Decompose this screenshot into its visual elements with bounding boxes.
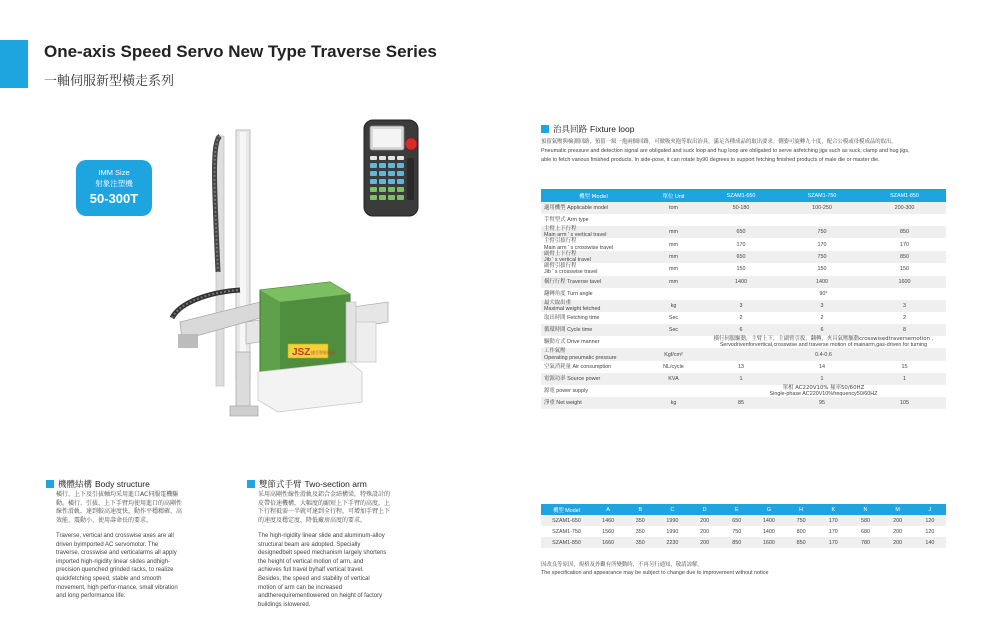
spec-row [541, 385, 946, 397]
spec-label-en: Arm type [567, 216, 589, 223]
dims-cell: SZAM1-650 [541, 515, 592, 526]
text-line: precision quenched grinded racks, to realize [56, 567, 174, 574]
text-line: andtherequirementlowered on height of factory [258, 593, 383, 600]
dims-row [541, 515, 946, 526]
text-line: Traverse, vertical and crosswise axes are all [56, 533, 174, 539]
dims-header-cell: J [914, 504, 946, 515]
spec-unit-cell: kg [646, 397, 701, 409]
text-line: 的速度及穩定度，降低廠房高度的要求。 [258, 516, 367, 524]
spec-value-cell: 2 [863, 312, 946, 324]
spec-label-en: Cycle time [567, 326, 593, 333]
body-structure-text-zh [56, 491, 236, 525]
spec-unit-cell: mm [646, 263, 701, 275]
teach-pendant-illustration [360, 118, 426, 218]
spec-value-cell: 170 [863, 238, 946, 250]
dims-cell: 1460 [592, 515, 624, 526]
text-line: Besides, the speed and stability of vertical [258, 575, 370, 582]
dims-cell: 350 [624, 537, 656, 548]
dims-cell: 650 [721, 515, 753, 526]
spec-value-cell: 3 [863, 300, 946, 312]
dims-row [541, 537, 946, 548]
dims-cell: 780 [849, 537, 881, 548]
spec-value-cell: 3 [701, 300, 781, 312]
spec-value-cell: 1400 [701, 276, 781, 288]
text-line: and long performance life. [56, 593, 126, 600]
spec-row [541, 373, 946, 385]
dims-header-row [541, 504, 946, 515]
text-line: 線性滑軌，達到較高速度快，動作平穩精確、高 [56, 508, 183, 516]
spec-value-cell: 1 [863, 373, 946, 385]
dims-cell: 200 [882, 537, 914, 548]
spec-unit-cell: mm [646, 226, 701, 238]
spec-value-cell: 50-180 [701, 202, 781, 214]
spec-value-cell: 850 [863, 226, 946, 238]
spec-label-en: Maximal weight fetched [544, 305, 601, 312]
spec-label-en: Turn angle [567, 290, 593, 297]
text-line: motion of arm can be increased [258, 584, 343, 591]
spec-label-en: Net weight [556, 400, 582, 407]
spec-value-cell: 85 [701, 397, 781, 409]
dims-cell: 200 [882, 515, 914, 526]
dims-cell: 120 [914, 515, 946, 526]
dims-header-cell: A [592, 504, 624, 515]
spec-label-zh: 翻轉角度 [544, 290, 566, 297]
body-structure-heading-zh: 機體結構 [58, 480, 93, 490]
spec-label-cell [541, 226, 646, 238]
spec-label-zh: 主臂上下行程 [544, 226, 577, 232]
spec-value-cell: 100-250 [781, 202, 863, 214]
two-section-arm-heading [247, 478, 367, 490]
spec-label-zh: 驅動方式 [544, 339, 566, 346]
spec-label-en: power supply [556, 387, 589, 394]
spec-label-cell [541, 397, 646, 409]
dims-cell: 1600 [753, 537, 785, 548]
spec-value-cell: 8 [863, 324, 946, 336]
spec-value-cell: 1 [781, 373, 863, 385]
spec-label-en: Source power [567, 375, 601, 382]
two-section-text-en [258, 532, 458, 609]
spec-unit-cell: mm [646, 276, 701, 288]
text-line: 下行程祗需一半就可達到全行程，可增加手臂上下 [258, 508, 391, 516]
body-structure-heading-en: Body structure [95, 479, 150, 489]
fixture-text-en-1: Pneumatic pressure and detection signal are obligated and suck loop and hug loop are obligated to serve asfetching jigs such as suck, clamp and hug jigs, [541, 148, 910, 154]
spec-header-cell: SZAM1-650 [701, 189, 781, 202]
spec-row [541, 251, 946, 263]
spec-unit-cell: mm [646, 251, 701, 263]
spec-value-cell: 2 [781, 312, 863, 324]
spec-row [541, 336, 946, 348]
imm-size-badge [76, 160, 152, 216]
fixture-heading-en: Fixture loop [590, 124, 635, 134]
fixture-text-en-2: able to fetch various finished products. In side-pose, it can rotate by90 degrees to support fetching finished products of male die or master die. [541, 157, 880, 163]
text-line: 效能、震動小、使用壽命長的要求。 [56, 516, 153, 524]
spec-row [541, 276, 946, 288]
text-line: the height of vertical motion of arm, and [258, 558, 364, 565]
spec-value-cell [781, 214, 863, 226]
dims-cell: 170 [817, 526, 849, 537]
dims-cell: 1990 [656, 515, 688, 526]
spec-row [541, 214, 946, 226]
spec-label-en: Drive manner [567, 339, 600, 346]
spec-label-zh: 取出時間 [544, 314, 566, 321]
section-marker [247, 480, 255, 488]
spec-value-cell: 6 [781, 324, 863, 336]
fixture-heading-zh: 治具回路 [553, 125, 588, 135]
spec-label-zh: 副臂上下行程 [544, 250, 577, 257]
dims-cell: 2230 [656, 537, 688, 548]
dims-cell: SZAM1-750 [541, 526, 592, 537]
spec-merged-cell: 0.4-0.6 [701, 348, 946, 360]
spec-value-cell: 105 [863, 397, 946, 409]
spec-label-zh: 源電 [544, 387, 555, 394]
spec-merged-cell [701, 385, 946, 397]
spec-label-cell [541, 251, 646, 263]
spec-unit-cell [646, 336, 701, 348]
text-line: quickfetching speed, stable and smooth [56, 575, 162, 582]
dims-cell: 1400 [753, 526, 785, 537]
text-line: achieves full travel byhalf vertical travel. [258, 567, 364, 574]
spec-merged-en: Single-phase AC220V10%frequency50/60HZ [769, 391, 878, 398]
dims-header-cell: C [656, 504, 688, 515]
spec-label-zh: 適用機型 [544, 204, 566, 211]
spec-value-cell: 1600 [863, 276, 946, 288]
spec-unit-cell [646, 288, 701, 300]
page-title: One-axis Speed Servo New Type Traverse Series [44, 42, 437, 61]
spec-header-cell: SZAM1-750 [781, 189, 863, 202]
text-line: traverse, crosswise and verticalarms all apply [56, 550, 177, 557]
dims-header-cell: H [785, 504, 817, 515]
spec-header-cell: 單位 Unit [646, 189, 701, 202]
two-section-heading-en: Two-section arm [304, 479, 367, 489]
spec-row [541, 324, 946, 336]
dims-cell: 850 [721, 537, 753, 548]
dims-cell: 750 [785, 515, 817, 526]
body-structure-heading [46, 478, 150, 490]
spec-value-cell: 170 [781, 238, 863, 250]
spec-label-cell [541, 324, 646, 336]
page-subtitle: 一軸伺服新型橫走系列 [44, 74, 175, 89]
spec-unit-cell [646, 385, 701, 397]
badge-line1: IMM Size [98, 168, 130, 177]
spec-merged-cell: 90° [701, 288, 946, 300]
spec-value-cell: 1400 [781, 276, 863, 288]
dims-cell: SZAM1-850 [541, 537, 592, 548]
dims-cell: 1660 [592, 537, 624, 548]
spec-value-cell: 1 [701, 373, 781, 385]
spec-label-zh: 橫行行程 [544, 278, 566, 285]
dims-cell: 140 [914, 537, 946, 548]
spec-merged-zh: 單相 AC220V10% 頻率50/60HZ [782, 384, 865, 391]
spec-value-cell: 850 [863, 251, 946, 263]
dims-cell: 680 [849, 526, 881, 537]
dims-cell: 200 [689, 526, 721, 537]
spec-row [541, 312, 946, 324]
dims-header-cell: D [689, 504, 721, 515]
spec-label-zh: 循環時間 [544, 326, 566, 333]
spec-value-cell: 650 [701, 251, 781, 263]
dims-cell: 350 [624, 515, 656, 526]
spec-label-cell [541, 276, 646, 288]
spec-row [541, 397, 946, 409]
spec-merged-cell [701, 336, 946, 348]
text-line: structural beam are adopted. Specially [258, 541, 361, 548]
spec-row [541, 288, 946, 300]
spec-row [541, 238, 946, 250]
spec-label-zh: 淨重 [544, 400, 555, 407]
spec-value-cell: 95 [781, 397, 863, 409]
dims-cell: 200 [882, 526, 914, 537]
spec-label-cell [541, 312, 646, 324]
dims-header-cell: N [849, 504, 881, 515]
dims-cell: 1400 [753, 515, 785, 526]
spec-row [541, 226, 946, 238]
spec-unit-cell: Kgf/cm² [646, 348, 701, 360]
spec-value-cell: 15 [863, 361, 946, 373]
dims-header-cell: K [817, 504, 849, 515]
spec-value-cell: 14 [781, 361, 863, 373]
dims-cell: 580 [849, 515, 881, 526]
spec-label-cell [541, 288, 646, 300]
spec-label-cell [541, 300, 646, 312]
spec-label-zh: 手臂型式 [544, 216, 566, 223]
spec-label-en: Traverse tavel [567, 278, 602, 285]
text-line: movement, high perfor-mance, small vibration [56, 584, 178, 591]
spec-label-cell [541, 336, 646, 348]
text-line: imported high-rigidity linear slides andhigh- [56, 558, 171, 565]
spec-label-zh: 工作氣壓 [544, 348, 566, 355]
spec-label-cell [541, 361, 646, 373]
dimension-table [541, 504, 946, 548]
spec-label-en: Jib ' s vertical travel [544, 257, 591, 264]
spec-unit-cell: Sec [646, 312, 701, 324]
spec-row [541, 202, 946, 214]
spec-value-cell: 750 [781, 226, 863, 238]
spec-value-cell: 150 [781, 263, 863, 275]
text-line: 采用高剛性線性滑軌及鋁合金結構梁，特殊設計的 [258, 491, 391, 498]
spec-value-cell: 13 [701, 361, 781, 373]
spec-label-en: Air consumption [572, 363, 612, 370]
spec-header-cell: 機型 Model [541, 189, 646, 202]
text-line: buildings islowered. [258, 601, 311, 608]
spec-label-zh: 主臂引拔行程 [544, 238, 577, 245]
spec-row [541, 361, 946, 373]
dims-header-cell: E [721, 504, 753, 515]
text-line: 皮帶倍速機構，大幅度的縮短上下手臂的高度，上 [258, 499, 391, 507]
spec-header-cell: SZAM1-850 [863, 189, 946, 202]
two-section-heading-zh: 雙節式手臂 [259, 480, 302, 490]
dims-cell: 350 [624, 526, 656, 537]
spec-unit-cell: NL/cycle [646, 361, 701, 373]
spec-unit-cell: KVA [646, 373, 701, 385]
spec-row [541, 300, 946, 312]
spec-value-cell: 150 [701, 263, 781, 275]
text-line: The high-rigidity linear slide and aluminum-alloy [258, 533, 385, 539]
text-line: designedbelt speed mechanism largely shortens [258, 550, 387, 557]
dims-cell: 750 [721, 526, 753, 537]
robot-illustration [150, 122, 390, 432]
spec-label-en: Jib ' s crosswise travel [544, 269, 598, 276]
spec-label-en: Main arm ' s vertical travel [544, 232, 607, 239]
dims-cell: 1990 [656, 526, 688, 537]
spec-label-cell [541, 385, 646, 397]
spec-value-cell: 3 [781, 300, 863, 312]
spec-label-cell [541, 214, 646, 226]
badge-tonnage: 50-300T [89, 191, 139, 206]
spec-unit-cell: kg [646, 300, 701, 312]
spec-label-en: Main arm ' s crosswise travel [544, 244, 614, 251]
fixture-text-zh: 預留氣壓與檢測回路，預留一級一抱兩個回路，可做吸夾抱等取出治具，滿足各種成品的取出要求。側姿可旋轉九十度，配合公模或母模成品的取出。 [541, 139, 897, 145]
spec-merged-zh: 橫行伺服驅動，主臂上下，主副臂引拔，翻轉，夾具氣壓驅動crosswisedtraversemotion , [713, 336, 934, 343]
fixture-loop-heading [541, 123, 634, 135]
dims-cell: 200 [689, 515, 721, 526]
spec-label-zh: 空氣消耗量 [544, 363, 571, 370]
spec-value-cell: 170 [701, 238, 781, 250]
spec-label-zh: 副臂引拔行程 [544, 263, 577, 270]
spec-label-cell [541, 263, 646, 275]
dims-cell: 170 [817, 537, 849, 548]
spec-label-en: Applicable model [567, 204, 609, 211]
spec-unit-cell [646, 214, 701, 226]
notice-en: The specification and appearance may be subject to change due to improvement without notice [541, 570, 769, 576]
spec-label-en: Fetching time [567, 314, 600, 321]
spec-row [541, 348, 946, 360]
section-marker [46, 480, 54, 488]
spec-unit-cell: tom [646, 202, 701, 214]
spec-value-cell: 2 [701, 312, 781, 324]
spec-value-cell: 150 [863, 263, 946, 275]
dims-cell: 200 [689, 537, 721, 548]
spec-unit-cell: mm [646, 238, 701, 250]
spec-label-zh: 電源功率 [544, 375, 566, 382]
robot-logo: JSZ [292, 347, 311, 358]
dims-header-cell: B [624, 504, 656, 515]
dims-header-cell: M [882, 504, 914, 515]
spec-label-cell [541, 238, 646, 250]
section-marker [541, 125, 549, 133]
spec-value-cell: 750 [781, 251, 863, 263]
spec-value-cell: 650 [701, 226, 781, 238]
spec-header-row [541, 189, 946, 202]
text-line: 橫行、上下及引拔軸均采用進口AC伺服電機驅 [56, 491, 179, 498]
spec-value-cell: 200-300 [863, 202, 946, 214]
dims-cell: 1560 [592, 526, 624, 537]
spec-value-cell: 6 [701, 324, 781, 336]
text-line: 動。橫行、引拔、上下手臂均使用進口的高剛性 [56, 499, 183, 507]
spec-label-cell [541, 373, 646, 385]
spec-label-en: Operating pneumatic pressure [544, 354, 617, 361]
spec-value-cell [701, 214, 781, 226]
spec-row [541, 263, 946, 275]
dims-header-cell: G [753, 504, 785, 515]
spec-label-cell [541, 202, 646, 214]
spec-table [541, 189, 946, 409]
accent-bar [0, 40, 28, 88]
dims-cell: 120 [914, 526, 946, 537]
dims-cell: 800 [785, 526, 817, 537]
dims-row [541, 526, 946, 537]
fixture-loop-text [541, 138, 951, 165]
dims-cell: 170 [817, 515, 849, 526]
robot-logo-sub: 捷至智能机器 [311, 350, 335, 355]
spec-unit-cell: Sec [646, 324, 701, 336]
dims-header-cell: 機型 Model [541, 504, 592, 515]
two-section-text-zh [258, 491, 458, 525]
spec-label-zh: 最大取出重 [544, 299, 571, 306]
spec-label-cell [541, 348, 646, 360]
text-line: driven byimported AC servomotor. The [56, 541, 159, 548]
notice-zh: 因改良等原因，規格及外觀有所變動時，不再另行通知，敬請諒解。 [541, 562, 703, 568]
spec-merged-en: Servodrivenforvertical,crosswise and traverse motion of mainarm,gas-driven for turning [719, 342, 928, 349]
dims-cell: 850 [785, 537, 817, 548]
badge-line2: 射象注塑機 [95, 179, 133, 188]
body-structure-text-en [56, 532, 236, 601]
spec-value-cell [863, 214, 946, 226]
